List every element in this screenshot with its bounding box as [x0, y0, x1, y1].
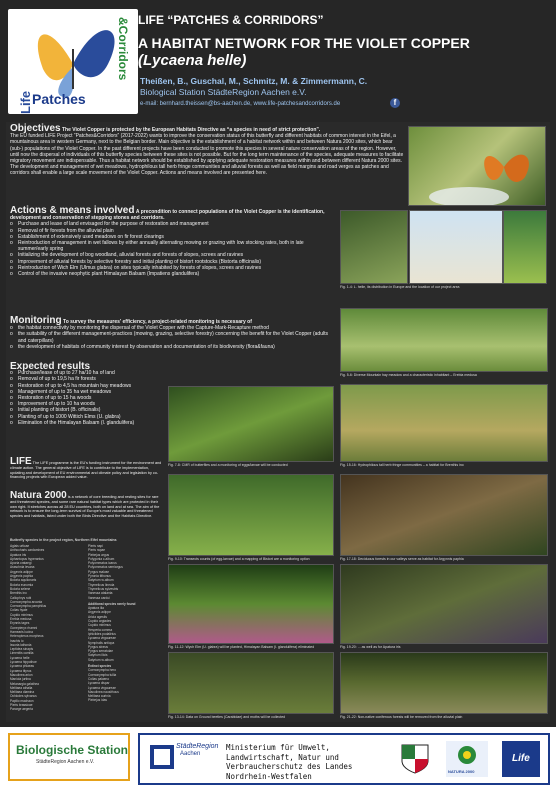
- list-item: o Purchase and lease of land envisaged for the purpose of restoration and management: [10, 221, 332, 227]
- species-item: Apatura ilia: [88, 606, 104, 611]
- species-item: Colias palaeno: [88, 676, 110, 681]
- list-item: o Restoration of up to 15 ha woods: [10, 395, 160, 401]
- species-item: Cupido argiades: [88, 619, 112, 624]
- objectives-lead: The Violet Copper is protected by the European Habitats Directive as “a species in need of strict protection”.: [61, 127, 321, 133]
- natura-section: [10, 490, 164, 519]
- list-item: o Improvement of up to 10 ha woods: [10, 401, 160, 407]
- species-item: Thymelicus lineola: [88, 582, 115, 587]
- species-item: Vanessa atalanta: [88, 591, 113, 596]
- species-item: Apatura iris: [10, 552, 27, 557]
- species-item: Araschnia levana: [10, 565, 35, 570]
- species-item: Thymelicus sylvestris: [88, 586, 119, 591]
- monitoring-list: [10, 325, 332, 350]
- list-item: o Initial planting of bistort (B. officinalis): [10, 407, 160, 413]
- caption-fig-9-10: Fig. 9-10: Transects counts (of egg-larvae) and a mapping of Bistort are a monitoring option: [168, 557, 310, 561]
- results-heading: Expected results: [10, 361, 91, 372]
- photo-ground-beetles-moths: [168, 652, 334, 714]
- photo-butterfly-small: [340, 210, 408, 284]
- life-heading: LIFE: [10, 456, 32, 467]
- species-item: Satyrium w-album: [88, 657, 114, 662]
- species-item: Cupido minimus: [88, 623, 111, 628]
- list-item: o Initializing the development of bog woodland, alluvial forests and forests of slopes, screes and ravines: [10, 252, 332, 258]
- species-item: Nymphalis antiopa: [88, 640, 115, 645]
- species-item: Pyronia tithonus: [88, 574, 111, 579]
- species-item: Iphiclides podalirius: [88, 631, 116, 636]
- species-item: Pyrgus malvae: [88, 569, 110, 574]
- caption-fig-21-22: Fig. 21-22: Non-native coniferous forests will be removed from the alluvial plain: [340, 715, 463, 719]
- list-item: o Control of the invasive neophytic plant Himalayan Balsam (Impatiens glandulifera): [10, 271, 332, 277]
- species-item: Lycaena helle: [10, 655, 30, 660]
- species-item: Hamearis lucina: [10, 629, 33, 634]
- species-item: Boloria eunomia: [10, 582, 34, 587]
- species-item: Maculinea nausithous: [88, 689, 119, 694]
- species-item: Leptidea sinapis: [10, 647, 34, 652]
- species-item: Plebejus idas: [88, 698, 107, 703]
- species-item: Vanessa cardui: [88, 595, 110, 600]
- photo-violet-copper: [408, 126, 546, 206]
- species-item: Hesperia comma: [88, 627, 113, 632]
- species-item: Boloria aquilonaris: [10, 578, 37, 583]
- natura-heading: Natura 2000: [10, 490, 67, 501]
- funding-partners: [138, 733, 550, 785]
- photo-cmr-butterflies: [168, 386, 334, 462]
- natura-2000-logo: [446, 741, 488, 777]
- logo-biological-station: [8, 733, 130, 781]
- species-subheading-extinct: Extinct species: [88, 664, 112, 669]
- nrw-coat-of-arms-icon: [400, 743, 430, 775]
- species-item: Lycaena hippothoe: [10, 660, 37, 665]
- natura-label: NATURA 2000: [448, 769, 475, 774]
- logo-word-corridors: &Corridors: [116, 17, 130, 81]
- species-item: Pyrgus alveus: [88, 644, 109, 649]
- species-item: Melitaea athalia: [10, 685, 33, 690]
- results-list: [10, 370, 160, 426]
- species-item: Lycaena dispar: [88, 681, 110, 686]
- natura-flower-icon: [446, 741, 488, 769]
- species-item: Boloria selene: [10, 586, 31, 591]
- species-item: Pararge aegeria: [10, 707, 33, 712]
- species-item: Satyrium w-album: [88, 578, 114, 583]
- actions-lead: A precondition to connect populations of the Violet Copper is the identification, development and conservation of stepping stones and corridors.: [10, 209, 325, 222]
- photo-tall-herb-fringe: [340, 384, 548, 462]
- list-item: o Restoration of up to 4,5 ha mountain hay meadows: [10, 383, 160, 389]
- species-item: Issoria lathonia: [10, 642, 32, 647]
- species-item: Coenonympha hero: [88, 668, 116, 673]
- species-item: Coenonympha tullia: [88, 672, 117, 677]
- facebook-icon[interactable]: f: [390, 98, 400, 108]
- list-item: o Purchase/lease of up to 27 ha/10 ha of land: [10, 370, 160, 376]
- list-item: o the habitat connectivity by monitoring the dispersal of the Violet Copper with the Capture-Mark-Recapture method: [10, 325, 332, 331]
- photo-deciduous-forest: [340, 474, 548, 556]
- species-item: Ochlodes sylvanus: [10, 694, 37, 699]
- logo-word-patches: Patches: [32, 91, 86, 107]
- bs-name: Biologische Station: [16, 743, 129, 757]
- species-item: Papilio machaon: [10, 698, 34, 703]
- caption-fig-5-6: Fig. 5-6: Diverse Mountain hay meadow and a characteristic inhabitant – Erebia medusa: [340, 373, 477, 377]
- actions-list: [10, 221, 332, 277]
- life-body: The LIFE programme is the EU's funding instrument for the environment and climate action. The general objective of LIFE is to contribute to the implementation, updating and development of EU environmental and climate policy and legislation by co-financing projects with European added value.: [10, 461, 162, 480]
- species-item: Maculinea arion: [10, 672, 33, 677]
- objectives-section: [10, 123, 404, 177]
- species-item: Melitaea aurinia: [88, 694, 111, 699]
- species-item: Aglais urticae: [10, 544, 30, 548]
- photo-mountain-hay-meadow: [340, 308, 548, 372]
- species-subheading-rare: Additional species rarely found: [88, 601, 136, 606]
- caption-fig-13-14: Fig. 13-14: Data on Ground beetles (Carabidae) and moths will be collected: [168, 715, 286, 719]
- list-item: o Reintroduction of management in wet fallows by either annually alternating mowing or grazing with low stocking rates, both in late summer/early spring: [10, 240, 332, 252]
- caption-fig-11-12: Fig. 11-12: Wych Elm (U. glabra) will be planted, Himalayan Balsam (I. glandulifera) eliminated: [168, 645, 315, 649]
- life-label: Life: [512, 753, 530, 764]
- species-item: Argynnis adippe: [10, 569, 33, 574]
- bs-subtitle: StädteRegion Aachen e.V.: [36, 759, 95, 765]
- caption-fig-19-20: Fig. 19-20: ... as well as for Apatura iris: [340, 645, 401, 649]
- photo-apatura-iris: [340, 564, 548, 644]
- poster-content: [6, 122, 550, 722]
- list-item: o Removal of up to 19,5 ha fir forests: [10, 376, 160, 382]
- contact-email[interactable]: e-mail: bernhard.theissen@bs-aachen.de, www.life-patchesandcorridors.de: [140, 101, 341, 107]
- species-item: Pieris brassicae: [10, 702, 33, 707]
- species-item: Melanargia galathea: [10, 681, 39, 686]
- species-item: Lycaena phlaeas: [10, 664, 34, 669]
- species-item: Erebia medusa: [10, 617, 32, 622]
- ministry-name: Ministerium für Umwelt, Landwirtschaft, Natur und Verbraucherschutz des Landes Nordrhein-Westfalen: [226, 743, 353, 781]
- species-item: Heteropterus morpheus: [10, 634, 44, 639]
- map-europe-distribution: [409, 210, 503, 284]
- affiliation: Biological Station StädteRegion Aachen e.V.: [140, 87, 307, 97]
- species-item: Lycaena virgaureae: [88, 636, 116, 641]
- list-item: o Reintroduction of Wich Elm (Ulmus glabra) on sites typically inhabited by forests of slopes, screes and ravines: [10, 265, 332, 271]
- species-item: Maniola jurtina: [10, 677, 31, 682]
- species-column-2: [88, 544, 148, 703]
- species-item: Polyommatus icarus: [88, 561, 117, 566]
- species-item: Melitaea diamina: [10, 690, 35, 695]
- species-item: Brenthis ino: [10, 591, 27, 596]
- monitoring-section: [10, 315, 332, 350]
- species-item: Lycaena tityrus: [10, 668, 32, 673]
- species-item: Cupido minimus: [10, 612, 33, 617]
- photo-wych-elm-balsam: [168, 564, 334, 644]
- sra-subtitle: Aachen: [180, 751, 201, 757]
- species-column-1: [10, 544, 66, 712]
- eu-life-logo: [502, 741, 540, 777]
- species-item: Colias hyale: [10, 608, 28, 613]
- results-section: [10, 361, 160, 426]
- species-item: Lycaena virgaureae: [88, 685, 116, 690]
- monitoring-heading: Monitoring: [10, 315, 62, 326]
- sponsor-footer: [0, 727, 556, 788]
- species-item: Aricia agestis: [88, 614, 107, 619]
- monitoring-lead: To survey the measures' efficiency, a project-related monitoring is necessary of: [63, 319, 252, 325]
- species-item: Coenonympha pamphilus: [10, 604, 47, 609]
- species-item: Pieris rapae: [88, 548, 106, 553]
- species-heading: Butterfly species in the project region, Northern Eifel mountains: [10, 538, 117, 542]
- species-item: Argynnis paphia: [10, 574, 33, 579]
- map-project-area: [503, 210, 547, 284]
- project-kicker: LIFE “PATCHES & CORRIDORS”: [138, 13, 324, 27]
- caption-fig-15-16: Fig. 15-16: Hydrophilous tall herb fringe communities – a habitat for Brenthis ino: [340, 463, 464, 467]
- list-item: o Management of up to 35 ha wet meadows: [10, 389, 160, 395]
- list-item: o Improvement of alluvial forests by selective forestry and initial planting of bistort rootstocks (Bistorta officinalis): [10, 259, 332, 265]
- natura-body: is a network of core breeding and resting sites for rare and threatened species, and some rare natural habitat types which are protected in their own right. It stretches across all 28 EU countries, both on land and at sea. The aim of the network is to ensure the long-term survival of Europe's most valuable and threatened species and habitats, listed under both the Birds Directive and the Habitats Directive.: [10, 495, 160, 519]
- objectives-body: The EU funded LIFE Project “Patches&Corridors” (2017-2022) wants to improve the conservation status of this butterfly and different habitats of common interest in the Eifel, a mountainous area in western Germany, next to the Belgian border. Main objective is the establishment of a habitat network within and between Natura 2000 sites, which bear (sub-) populations of the Violet Copper. In the past different projects have been conducted to promote this species in several nature conservation areas of the region. However, until now the dispersal of individuals of this butterfly species between these sites is not possible. But for the long term maintenance of the species, adequate measures to facilitate migratory movement are indispensable. Thus a habitat network should be established by applying adequate restoration measures within and between different Natura 2000 sites. The development and management of wet meadows, hydrophilous tall herb fringe communities and alluvial forests as well as field margins and road verges as patches and corridors shall enable a large scale movement of the Violet Copper. Actions and means involved are presented here.: [10, 133, 404, 177]
- sra-name: StädteRegion: [176, 743, 219, 750]
- list-item: o Elimination of the Himalayan Balsam (I. glandulifera): [10, 420, 160, 426]
- life-section: [10, 456, 164, 480]
- authors: Theißen, B., Guschal, M., Schmitz, M. & Zimmermann, C.: [140, 76, 368, 86]
- list-item: o the development of habitats of community interest by observation and documentation of its biodiversity (flora&fauna): [10, 344, 332, 350]
- logo-word-life: Life: [18, 90, 33, 114]
- butterfly-photo-icon: [409, 127, 545, 205]
- poster-title: A HABITAT NETWORK FOR THE VIOLET COPPER: [138, 35, 470, 51]
- species-item: Coenonympha arcania: [10, 599, 43, 604]
- species-item: Aporia crataegi: [10, 561, 32, 566]
- caption-fig-7-8: Fig. 7-8: CMR of butterflies and a monitoring of eggs/larvae will be conducted: [168, 463, 288, 467]
- species-item: Satyrium ilicis: [88, 653, 108, 658]
- species-item: Polyommatus semiargus: [88, 565, 123, 570]
- list-item: o Planting of up to 1000 Wittich Elms (U. glabra): [10, 414, 160, 420]
- species-item: Argynnis adippe: [88, 610, 111, 615]
- species-item: Callophrys rubi: [10, 595, 32, 600]
- species-item: Anthocharis cardamines: [10, 548, 45, 553]
- objectives-heading: Objectives: [10, 123, 61, 134]
- species-item: Pieris napi: [88, 544, 103, 548]
- species-item: Erynnis tages: [10, 621, 30, 626]
- list-item: o the suitability of the different management-practices (mowing, grazing, selective forestry) concerning the benefit for the Violet Copper (adults and caterpillars): [10, 331, 332, 343]
- species-item: Inachis io: [10, 638, 24, 643]
- actions-heading: Actions & means involved: [10, 205, 135, 216]
- list-item: o Removal of fir forests from the alluvial plain: [10, 228, 332, 234]
- poster-subtitle: (Lycaena helle): [138, 52, 247, 69]
- species-item: Limenitis camilla: [10, 651, 34, 656]
- species-item: Gonepteryx rhamni: [10, 625, 38, 630]
- caption-fig-1-4: Fig. 1-4: L. helle, its distribution in Europe and the location of our project area: [340, 285, 460, 289]
- photo-transect-counts: [168, 474, 334, 556]
- photo-coniferous-forest: [340, 652, 548, 714]
- project-logo: [8, 9, 138, 114]
- species-item: Pyrgus serratulae: [88, 649, 113, 654]
- caption-fig-17-18: Fig. 17-18: Deciduous forests in our valleys serve as habitat for Argynnis paphia: [340, 557, 464, 561]
- list-item: o Establishment of extensively used meadows on fir forest clearings: [10, 234, 332, 240]
- species-item: Plebejus argus: [88, 552, 110, 557]
- species-item: Aphantopus hyperantus: [10, 556, 44, 561]
- species-item: Polygonia c-album: [88, 556, 115, 561]
- actions-section: [10, 205, 332, 278]
